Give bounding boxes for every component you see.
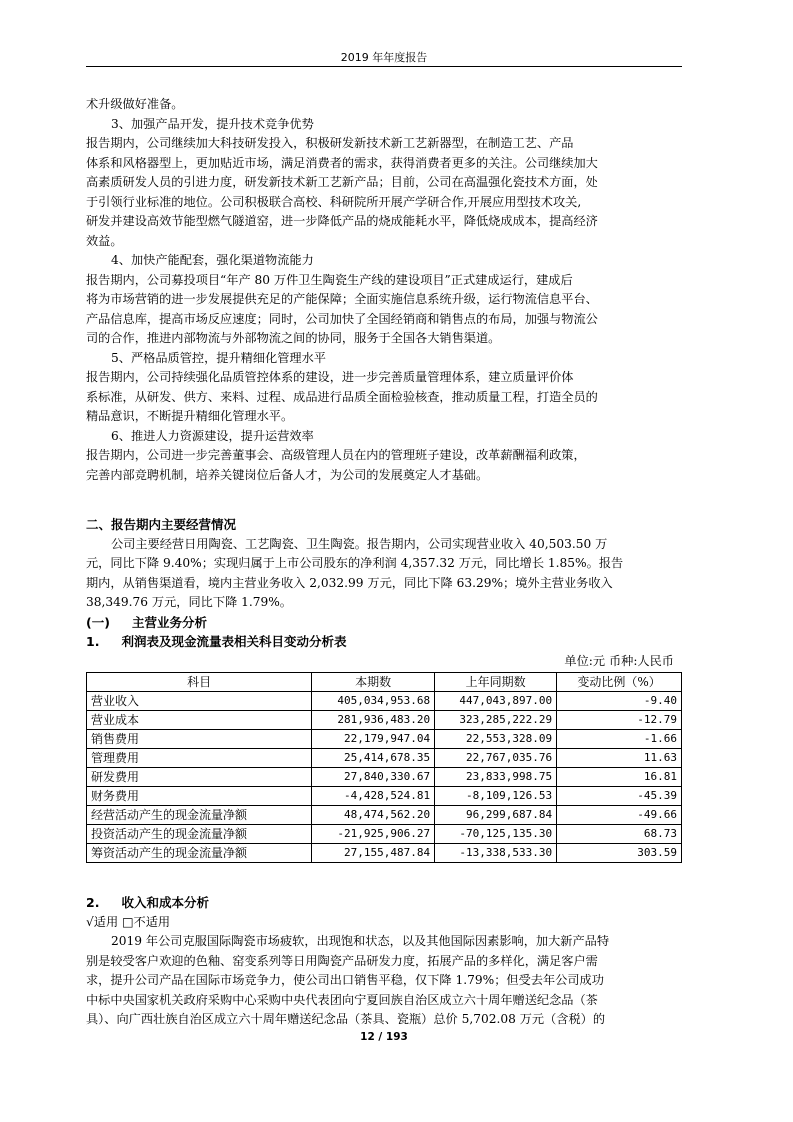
subsection-number: (一): [86, 614, 110, 630]
header-rule: [86, 66, 682, 67]
table-cell: -45.39: [557, 787, 682, 806]
table-cell: -70,125,135.30: [435, 825, 557, 844]
table-row: [87, 787, 682, 806]
table-cell: 27,155,487.84: [312, 844, 435, 863]
table-cell: -49.66: [557, 806, 682, 825]
column-header: 本期数: [312, 673, 435, 692]
section-4: [86, 251, 682, 349]
intro-line: 术升级做好准备。: [86, 97, 184, 111]
section-6: [86, 427, 682, 486]
subsection-title: 主营业务分析: [131, 614, 207, 630]
table-cell: 281,936,483.20: [312, 711, 435, 730]
subsection-heading: [86, 613, 682, 633]
paragraph-line: 报告期内，公司继续加大科技研发投入，积极研发新技术新工艺新器型，在制造工艺、产品: [86, 136, 574, 150]
table-cell: 68.73: [557, 825, 682, 844]
table-row: [87, 844, 682, 863]
row-label: 投资活动产生的现金流量净额: [87, 825, 312, 844]
table-cell: -13,338,533.30: [435, 844, 557, 863]
table-cell: -4,428,524.81: [312, 787, 435, 806]
table-cell: 96,299,687.84: [435, 806, 557, 825]
table-cell: 22,553,328.09: [435, 730, 557, 749]
paragraph-line: 38,349.76 万元，同比下降 1.79%。: [86, 595, 292, 609]
row-label: 管理费用: [87, 749, 312, 768]
section-title: 6、推进人力资源建设，提升运营效率: [111, 428, 314, 443]
paragraph-line: 元，同比下降 9.40%；实现归属于上市公司股东的净利润 4,357.32 万元，同比增长 1.85%。报告: [86, 556, 624, 570]
row-label: 财务费用: [87, 787, 312, 806]
table-cell: -12.79: [557, 711, 682, 730]
row-label: 营业收入: [87, 692, 312, 711]
paragraph-line: 体系和风格器型上，更加贴近市场，满足消费者的需求，获得消费者更多的关注。公司继续加大: [86, 155, 598, 170]
page-number: 12 / 193: [360, 1031, 408, 1043]
table-cell: 16.81: [557, 768, 682, 787]
page-body: [86, 95, 682, 1030]
item-heading: [86, 893, 682, 913]
paragraph-line: 期内，从销售渠道看，境内主营业务收入 2,032.99 万元，同比下降 63.29%；境外主营业务收入: [86, 575, 613, 590]
paragraph-line: 报告期内，公司进一步完善董事会、高级管理人员在内的管理班子建设，改革薪酬福利政策，: [86, 448, 586, 462]
paragraph-line: 精品意识，不断提升精细化管理水平。: [86, 409, 294, 423]
paragraph-line: 别是较受客户欢迎的色釉、窑变系列等日用陶瓷产品研发力度，拓展产品的多样化，满足客户需: [86, 953, 598, 968]
paragraph-line: 完善内部竞聘机制，培养关键岗位后备人才，为公司的发展奠定人才基础。: [86, 467, 489, 482]
paragraph-line: 产品信息库，提高市场反应速度；同时，公司加快了全国经销商和销售点的布局，加强与物流公: [86, 311, 598, 326]
paragraph-line: 报告期内，公司募投项目“年产 80 万件卫生陶瓷生产线的建设项目”正式建成运行，建成后: [86, 272, 573, 287]
part2-heading: 二、报告期内主要经营情况: [86, 517, 237, 532]
table-cell: 27,840,330.67: [312, 768, 435, 787]
column-header: 科目: [87, 673, 312, 692]
row-label: 销售费用: [87, 730, 312, 749]
table-cell: 23,833,998.75: [435, 768, 557, 787]
table-row: [87, 692, 682, 711]
table-row: [87, 768, 682, 787]
row-label: 经营活动产生的现金流量净额: [87, 806, 312, 825]
section-5: [86, 349, 682, 427]
table-cell: 303.59: [557, 844, 682, 863]
unit-note: 单位:元 币种:人民币: [564, 653, 674, 668]
section-3: [86, 115, 682, 252]
table-cell: 447,043,897.00: [435, 692, 557, 711]
table-body: [87, 692, 682, 863]
section-title: 3、加强产品开发，提升技术竞争优势: [111, 116, 314, 131]
paragraph-line: 将为市场营销的进一步发展提供充足的产能保障；全面实施信息系统升级，运行物流信息平台、: [86, 292, 598, 306]
column-header: 上年同期数: [435, 673, 557, 692]
table-row: [87, 749, 682, 768]
table-cell: 22,767,035.76: [435, 749, 557, 768]
paragraph-line: 于引领行业标准的地位。公司积极联合高校、科研院所开展产学研合作,开展应用型技术攻关,: [86, 194, 582, 209]
paragraph-line: 司的合作，推进内部物流与外部物流之间的协同，服务于全国各大销售渠道。: [86, 331, 501, 345]
paragraph-line: 系标准，从研发、供方、来料、过程、成品进行品质全面检验核查，推动质量工程，打造全员的: [86, 389, 598, 404]
table-row: [87, 806, 682, 825]
paragraph-line: 2019 年公司克服国际陶瓷市场疲软，出现饱和状态，以及其他国际因素影响，加大新产品特: [111, 934, 610, 948]
paragraph-line: 求，提升公司产品在国际市场竞争力，使公司出口销售平稳，仅下降 1.79%；但受去年公司成功: [86, 973, 604, 987]
table-cell: 22,179,947.04: [312, 730, 435, 749]
table-cell: 25,414,678.35: [312, 749, 435, 768]
column-header: 变动比例（%）: [557, 673, 682, 692]
table-cell: -8,109,126.53: [435, 787, 557, 806]
table-cell: 48,474,562.20: [312, 806, 435, 825]
paragraph-line: 高素质研发人员的引进力度，研发新技术新工艺新产品；目前，公司在高温强化瓷技术方面，处: [86, 175, 598, 189]
paragraph-line: 具）、向广西壮族自治区成立六十周年赠送纪念品（茶具、瓷瓶）总价 5,702.08 万元（含税）的: [86, 1012, 606, 1026]
table-cell: -9.40: [557, 692, 682, 711]
paragraph-line: 效益。: [86, 233, 123, 248]
section-title: 5、严格品质管控，提升精细化管理水平: [111, 350, 326, 365]
row-label: 研发费用: [87, 768, 312, 787]
row-label: 营业成本: [87, 711, 312, 730]
paragraph-line: 中标中央国家机关政府采购中心采购中央代表团向宁夏回族自治区成立六十周年赠送纪念品（茶: [86, 992, 598, 1007]
table-cell: 11.63: [557, 749, 682, 768]
table-cell: 405,034,953.68: [312, 692, 435, 711]
section-title: 4、加快产能配套，强化渠道物流能力: [111, 253, 314, 267]
financial-table: [86, 672, 682, 863]
page-header: 2019 年年度报告: [340, 51, 428, 64]
applicability-checkbox: √适用 □不适用: [86, 914, 171, 929]
table-row: [87, 711, 682, 730]
paragraph-line: 研发并建设高效节能型燃气隧道窑，进一步降低产品的烧成能耗水平，降低烧成成本，提高经济: [86, 214, 598, 228]
item-title: 利润表及现金流量表相关科目变动分析表: [121, 634, 347, 649]
table-row: [87, 825, 682, 844]
item-number: 1.: [86, 634, 100, 649]
table-cell: -21,925,906.27: [312, 825, 435, 844]
item-heading: [86, 632, 682, 652]
table-cell: 323,285,222.29: [435, 711, 557, 730]
item-title: 收入和成本分析: [121, 895, 209, 910]
table-row: [87, 730, 682, 749]
paragraph-line: 报告期内，公司持续强化品质管控体系的建设，进一步完善质量管理体系，建立质量评价体: [86, 370, 574, 384]
paragraph-line: 公司主要经营日用陶瓷、工艺陶瓷、卫生陶瓷。报告期内，公司实现营业收入 40,503.50 万: [111, 536, 608, 551]
table-header-row: [87, 673, 682, 692]
item-number: 2.: [86, 895, 100, 910]
table-cell: -1.66: [557, 730, 682, 749]
row-label: 筹资活动产生的现金流量净额: [87, 844, 312, 863]
